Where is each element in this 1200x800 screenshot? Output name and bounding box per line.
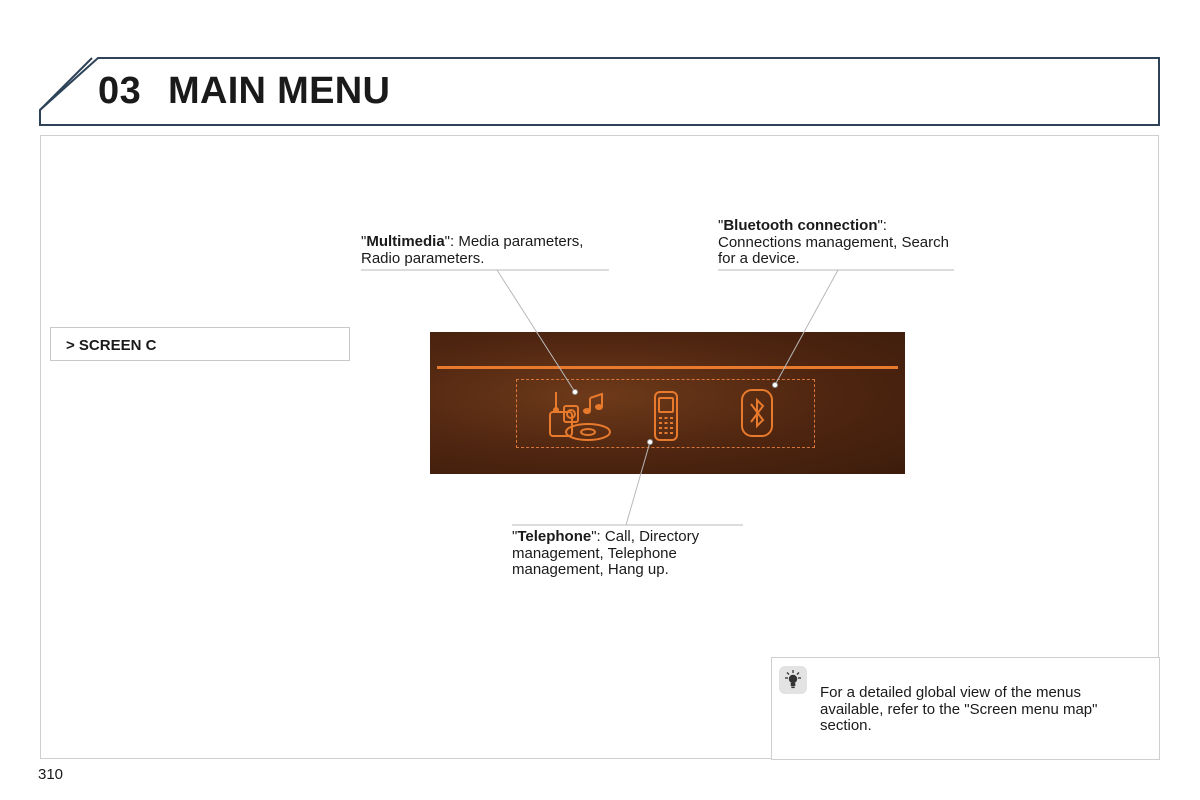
menu-display-screen bbox=[430, 332, 905, 474]
screen-label-box bbox=[50, 327, 350, 361]
multimedia-icon[interactable] bbox=[546, 388, 614, 442]
callout-bluetooth: "Bluetooth connection": Connections management, Search for a device. bbox=[718, 217, 949, 267]
lightbulb-icon bbox=[778, 665, 808, 695]
callout-telephone-text: ": Call, Directory management, Telephone management, Hang up. bbox=[512, 528, 700, 578]
tip-box bbox=[771, 657, 1160, 760]
callout-multimedia: "Multimedia": Media parameters, Radio parameters. bbox=[361, 233, 584, 267]
bluetooth-icon[interactable] bbox=[740, 388, 774, 438]
page-number: 310 bbox=[38, 766, 64, 783]
display-accent-bar bbox=[437, 366, 898, 369]
callout-bluetooth-title: Bluetooth connection bbox=[723, 217, 878, 234]
callout-telephone-title: Telephone bbox=[517, 528, 592, 545]
callout-multimedia-text: ": Media parameters, Radio parameters. bbox=[361, 233, 584, 267]
chapter-number: 03 bbox=[98, 70, 142, 112]
screen-label: > SCREEN C bbox=[66, 337, 157, 354]
telephone-icon[interactable] bbox=[652, 390, 680, 442]
page-title: MAIN MENU bbox=[168, 70, 391, 112]
callout-telephone: "Telephone": Call, Directory management, Telephone management, Hang up. bbox=[512, 528, 700, 578]
tip-text: For a detailed global view of the menus available, refer to the "Screen menu map" section. bbox=[820, 684, 1098, 734]
callout-multimedia-title: Multimedia bbox=[366, 233, 445, 250]
callout-bluetooth-text: ": Connections management, Search for a device. bbox=[718, 217, 949, 267]
